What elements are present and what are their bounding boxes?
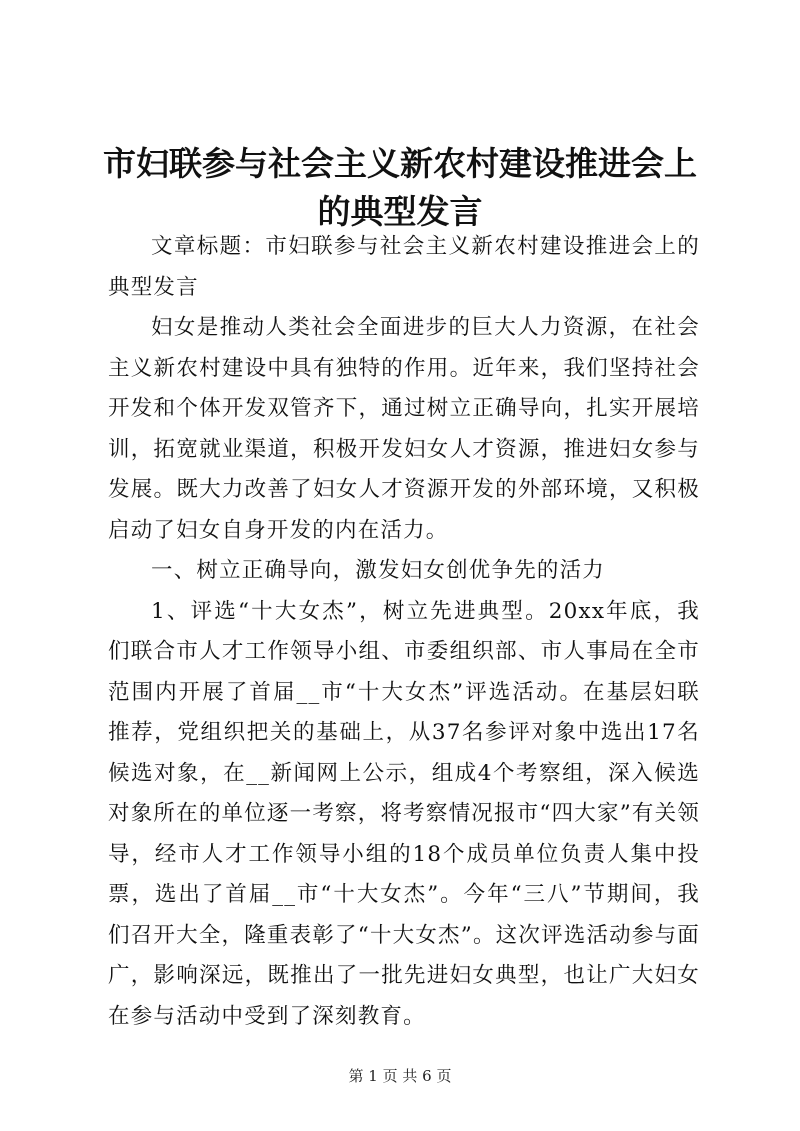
article-title-paragraph: 文章标题：市妇联参与社会主义新农村建设推进会上的典型发言 [108, 234, 700, 300]
section-paragraph: 1、评选“十大女杰”，树立先进典型。20xx年底，我们联合市人才工作领导小组、市委组织部、市人事局在全市范围内开展了首届__市“十大女杰”评选活动。在基层妇联推荐，党组织把关的基础上，从37名参评对象中选出17名候选对象，在__新闻网上公示，组成4个考察组，深入候选对象所在的单位逐一考察，将考察情况报市“四大家”有关领导，经市人才工作领导小组的18个成员单位负责人集中投票，选出了首届__市“十大女杰”。今年“三八”节期间，我们召开大全，隆重表彰了“十大女杰”。这次评选活动参与面广，影响深远，既推出了一批先进妇女典型，也让广大妇女在参与活动中受到了深刻教育。 [108, 598, 700, 1029]
section-heading: 一、树立正确导向，激发妇女创优争先的活力 [151, 558, 606, 583]
document-body [108, 227, 700, 1037]
document-title: 市妇联参与社会主义新农村建设推进会上的典型发言 [103, 144, 697, 231]
intro-paragraph: 妇女是推动人类社会全面进步的巨大人力资源，在社会主义新农村建设中具有独特的作用。近年来，我们坚持社会开发和个体开发双管齐下，通过树立正确导向，扎实开展培训，拓宽就业渠道，积极开发妇女人才资源，推进妇女参与发展。既大力改善了妇女人才资源开发的外部环境，又积极启动了妇女自身开发的内在活力。 [108, 315, 700, 543]
page-footer: 第 1 页 共 6 页 [348, 1067, 452, 1085]
